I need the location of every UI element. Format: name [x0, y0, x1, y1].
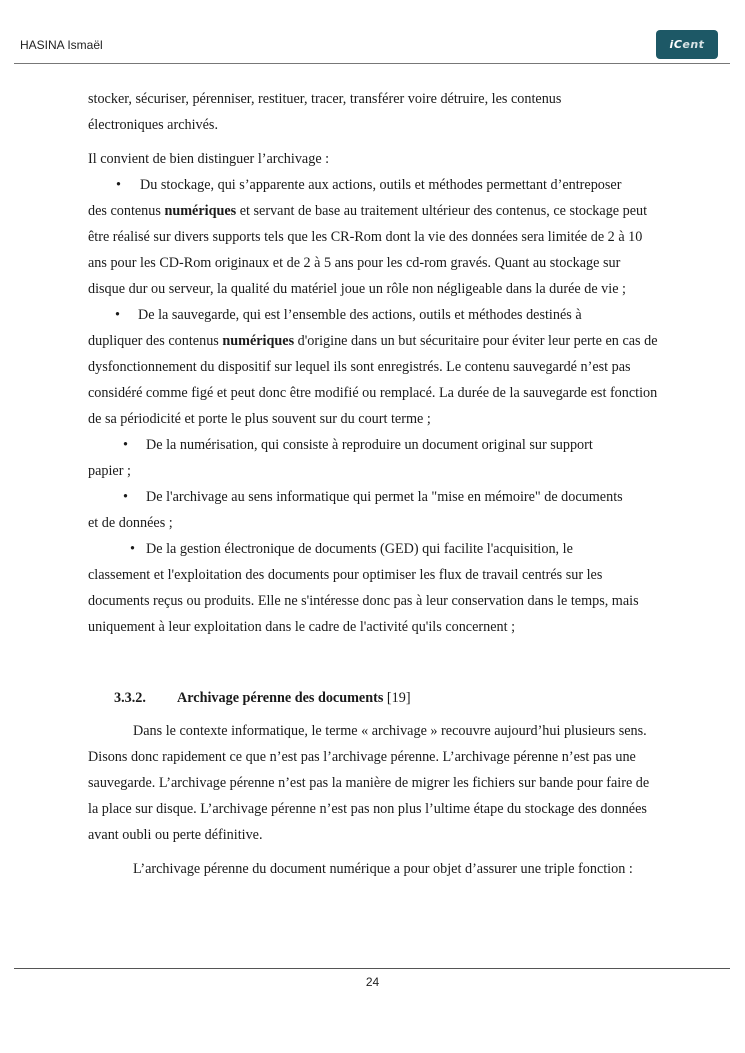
- section-reference: [19]: [383, 690, 411, 706]
- bullet-rest: papier ;: [88, 463, 131, 479]
- bullet-pre-bold: des contenus: [88, 203, 165, 219]
- bullet-post-bold: d'origine dans un but sécuritaire pour éviter leur perte en cas de dysfonctionnement du dispositif sur lequel ils sont enregistrés. Le contenu sauvegardé n’est pas considéré comme figé et peut donc être modifié ou remplacé. La durée de la sauvegarde est fonction de sa périodicité et porte le plus souvent sur du court terme ;: [88, 333, 658, 427]
- bullet-item-sauvegarde: [88, 302, 658, 432]
- bullet-first-line: Du stockage, qui s’apparente aux actions, outils et méthodes permettant d’entreposer: [140, 177, 622, 193]
- bullet-rest: et de données ;: [88, 515, 173, 531]
- bullet-item-numerisation: [88, 432, 658, 484]
- page-number: 24: [365, 975, 380, 989]
- section-title: Archivage pérenne des documents: [177, 690, 384, 706]
- page-body: [88, 86, 658, 882]
- bullet-dot: •: [115, 307, 120, 323]
- section-number: 3.3.2.: [114, 690, 146, 706]
- bullet-first-line: De l'archivage au sens informatique qui permet la "mise en mémoire" de documents: [146, 489, 623, 505]
- logo-text-prefix: iC: [669, 38, 683, 51]
- intro-line-1: stocker, sécuriser, pérenniser, restituer, tracer, transférer voire détruire, les contenus: [88, 91, 562, 107]
- paragraph-triple-fonction: L’archivage pérenne du document numérique a pour objet d’assurer une triple fonction :: [133, 861, 633, 877]
- bullet-first-line: De la numérisation, qui consiste à reproduire un document original sur support: [146, 437, 593, 453]
- header-divider: [14, 63, 730, 64]
- logo-text: [670, 38, 705, 51]
- section-heading: [88, 685, 658, 711]
- bullet-item-stockage: [88, 172, 658, 302]
- bullet-rest: classement et l'exploitation des documents pour optimiser les flux de travail centrés sur les documents reçus ou produits. Elle ne s'intéresse donc pas à leur conservation dans le temps, mais uniquement à leur exploitation dans le cadre de l'activité qu'ils concernent ;: [88, 567, 639, 635]
- bullet-dot: •: [116, 177, 121, 193]
- logo-text-suffix: ent: [682, 38, 705, 51]
- footer-divider: [14, 968, 730, 969]
- bullet-item-archivage-informatique: [88, 484, 658, 536]
- paragraph-archivage-perenne: Dans le contexte informatique, le terme « archivage » recouvre aujourd’hui plusieurs sens. Disons donc rapidement ce que n’est pas l’archivage pérenne. L’archivage pérenne n’est pas une sauvegarde. L’archivage pérenne n’est pas la manière de migrer les fichiers sur bande pour faire de la place sur disque. L’archivage pérenne n’est pas non plus l’ultime étape du stockage des données avant oubli ou perte définitive.: [88, 723, 650, 843]
- distinction-intro: Il convient de bien distinguer l’archivage :: [88, 151, 330, 167]
- bullet-pre-bold: dupliquer des contenus: [88, 333, 223, 349]
- bullet-bold-term: numériques: [222, 333, 295, 349]
- bullet-item-ged: [88, 536, 658, 640]
- intro-line-2: électroniques archivés.: [88, 117, 218, 133]
- bullet-first-line: De la gestion électronique de documents (GED) qui facilite l'acquisition, le: [146, 541, 573, 557]
- bullet-dot: •: [123, 489, 128, 505]
- bullet-dot: •: [123, 437, 128, 453]
- institution-logo: [656, 30, 718, 59]
- bullet-bold-term: numériques: [164, 203, 237, 219]
- bullet-first-line: De la sauvegarde, qui est l’ensemble des actions, outils et méthodes destinés à: [138, 307, 582, 323]
- header-author: HASINA Ismaël: [20, 38, 103, 52]
- bullet-dot: •: [130, 541, 135, 557]
- bullet-post-bold: et servant de base au traitement ultérieur des contenus, ce stockage peut être réalisé sur divers supports tels que les CR-Rom dont la vie des données sera limitée de 2 à 10 ans pour les CD-Rom originaux et de 2 à 5 ans pour les cd-rom gravés. Quant au stockage sur disque dur ou serveur, la qualité du matériel joue un rôle non négligeable dans la durée de vie ;: [88, 203, 648, 297]
